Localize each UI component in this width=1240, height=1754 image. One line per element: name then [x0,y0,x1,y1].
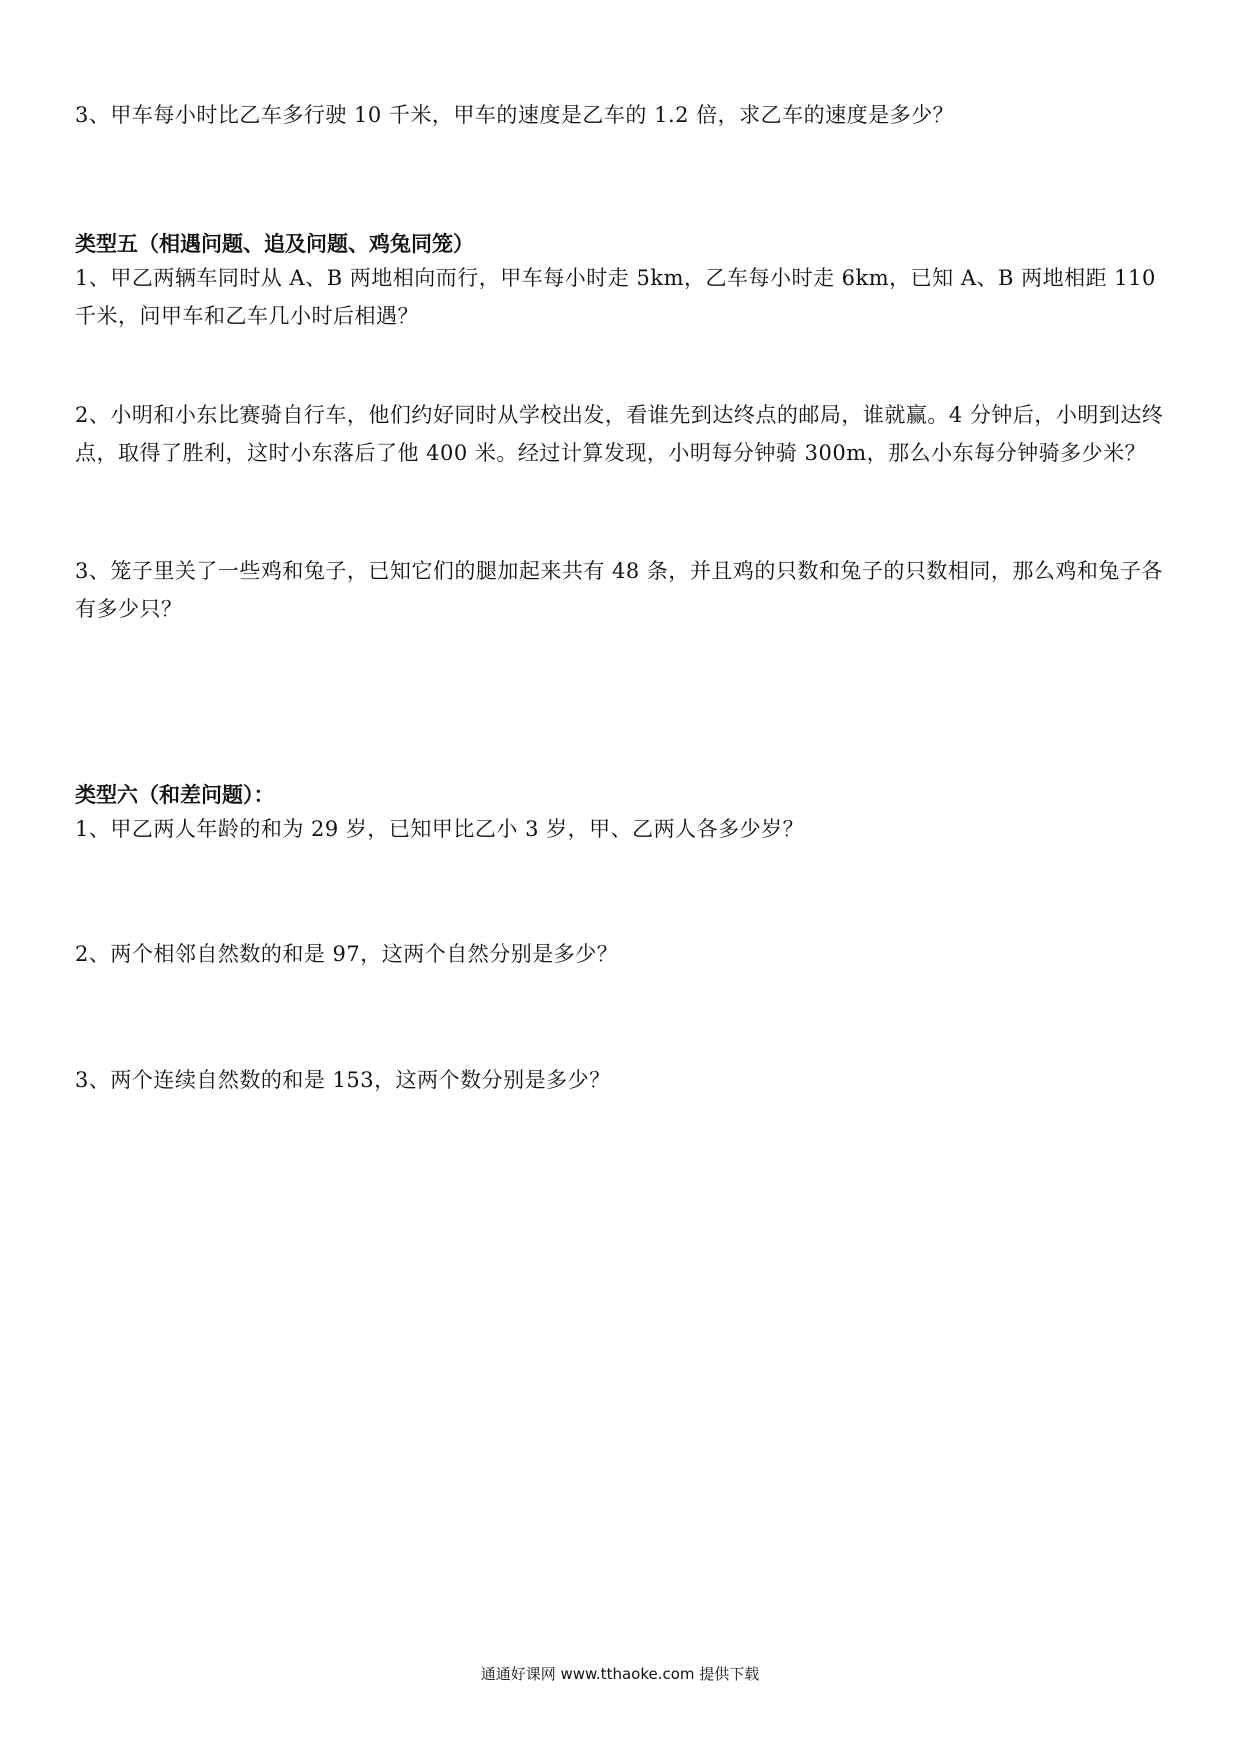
section-5-problem-2: 2、小明和小东比赛骑自行车，他们约好同时从学校出发，看谁先到达终点的邮局，谁就赢。4 分钟后，小明到达终点，取得了胜利，这时小东落后了他 400 米。经过计算发现，小明每分钟骑 300m，那么小东每分钟骑多少米？ [75,403,1164,465]
section-5-problem-3: 3、笼子里关了一些鸡和兔子，已知它们的腿加起来共有 48 条，并且鸡的只数和兔子的只数相同，那么鸡和兔子各有多少只？ [75,559,1163,621]
section-6-problem-2: 2、两个相邻自然数的和是 97，这两个自然分别是多少？ [75,942,619,966]
section-5-problem-1: 1、甲乙两辆车同时从 A、B 两地相向而行，甲车每小时走 5km，乙车每小时走 6km，已知 A、B 两地相距 110 千米，问甲车和乙车几小时后相遇？ [75,266,1156,328]
section-6-problem-1: 1、甲乙两人年龄的和为 29 岁，已知甲比乙小 3 岁，甲、乙两人各多少岁？ [75,817,805,841]
section-5-title: 类型五（相遇问题、追及问题、鸡兔同笼） [75,232,474,256]
section-6-title: 类型六（和差问题）： [75,783,275,807]
section-6-problem-3: 3、两个连续自然数的和是 153，这两个数分别是多少？ [75,1068,611,1092]
footer-credit: 通通好课网 www.tthaoke.com 提供下载 [480,1665,760,1683]
intro-problem-3: 3、甲车每小时比乙车多行驶 10 千米，甲车的速度是乙车的 1.2 倍，求乙车的速度是多少？ [75,103,955,127]
